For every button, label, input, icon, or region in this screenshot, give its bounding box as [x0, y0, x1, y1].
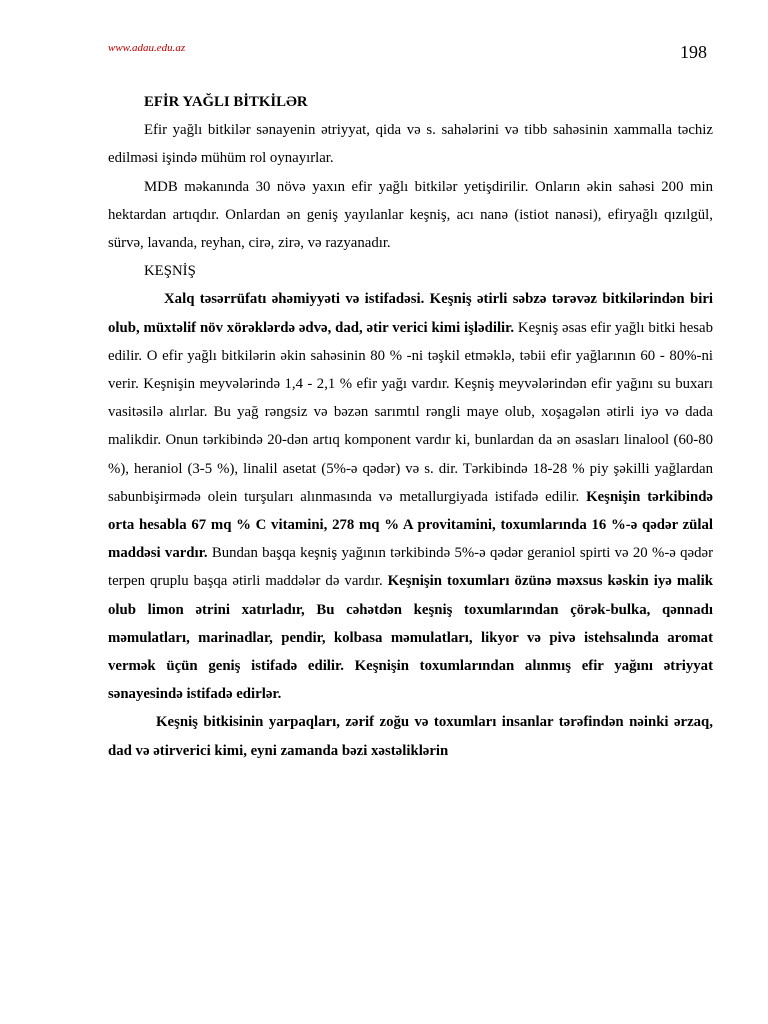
- page-content: [108, 88, 713, 765]
- body-text: Keşniş əsas efir yağlı bitki hesab edilir. O efir yağlı bitkilərin əkin sahəsinin 80 % -ni təşkil etməklə, təbii efir yağlarının 60 - 80%-ni verir. Keşnişin meyvələrində 1,4 - 2,1 % efir yağı vardır. Keşniş meyvələrindən efir yağını su buxarı vasitəsilə alırlar. Bu yağ rəngsiz və bəzən sarımtıl rəngli maye olub, xoşagələn ətirli iyə və dada malikdir. Onun tərkibində 20-dən artıq komponent vardır ki, bunlardan da ən əsasları linalool (60-80 %), heraniol (3-5 %), linalil asetat (5%-ə qədər) və s. dir. Tərkibində 18-28 % piy şəkilli yağlardan sabunbişirmədə olein turşuları alınmasında və metallurgiyada istifadə edilir.: [108, 319, 713, 505]
- intro-paragraph-2: MDB məkanında 30 növə yaxın efir yağlı bitkilər yetişdirilir. Onların əkin sahəsi 200 min hektardan artıqdır. Onlardan ən geniş yayılanlar keşniş, acı nanə (istiot nanəsi), efiryağlı qızılgül, sürvə, lavanda, reyhan, cirə, zirə, və razyanadır.: [108, 178, 713, 252]
- bold-text: Keşniş ətirli səbzə tərəvəz bitkilərindən biri olub, müxtəlif növ xörəklərdə ədvə, dad, ətir verici kimi işlədilir.: [108, 291, 713, 336]
- bold-lead: Xalq təsərrüfatı əhəmiyyəti və istifadəsi.: [164, 291, 425, 308]
- body-paragraph-2: Keşniş bitkisinin yarpaqları, zərif zoğu və toxumları insanlar tərəfindən nəinki ərzaq, dad və ətirverici kimi, eyni zamanda bəzi xəstəliklərin: [108, 714, 713, 759]
- page-number: 198: [680, 42, 707, 62]
- bold-text: Keşnişin toxumları özünə məxsus kəskin iyə malik olub limon ətrini xatırladır, Bu cəhətdən keşniş toxumlarından çörək-bulka, qənnadı məmulatları, marinadlar, pendir, kolbasa məmulatları, likyor və pivə istehsalında aromat vermək üçün geniş istifadə edilir. Keşnişin toxumlarından alınmış efir yağını ətriyyat sənayesində istifadə edirlər.: [108, 573, 713, 703]
- intro-paragraph-1: Efir yağlı bitkilər sənayenin ətriyyat, qida və s. sahələrini və tibb sahəsinin xammalla təchiz edilməsi işində mühüm rol oynayırlar.: [108, 122, 713, 167]
- section-title: KEŞNİŞ: [144, 263, 196, 280]
- body-paragraph-1: [108, 285, 713, 708]
- body-text: Bundan başqa keşniş yağının tərkibində 5%-ə qədər geraniol spirti və 20 %-ə qədər terpen qruplu başqa ətirli maddələr də vardır.: [108, 545, 713, 590]
- site-url: www.adau.edu.az: [108, 42, 186, 54]
- bold-text: Keşnişin tərkibində orta hesabla 67 mq % C vitamini, 278 mq % A provitamini, toxumlarında 16 %-ə qədər zülal maddəsi vardır.: [108, 488, 713, 562]
- page-title: EFİR YAĞLI BİTKİLƏR: [144, 94, 308, 110]
